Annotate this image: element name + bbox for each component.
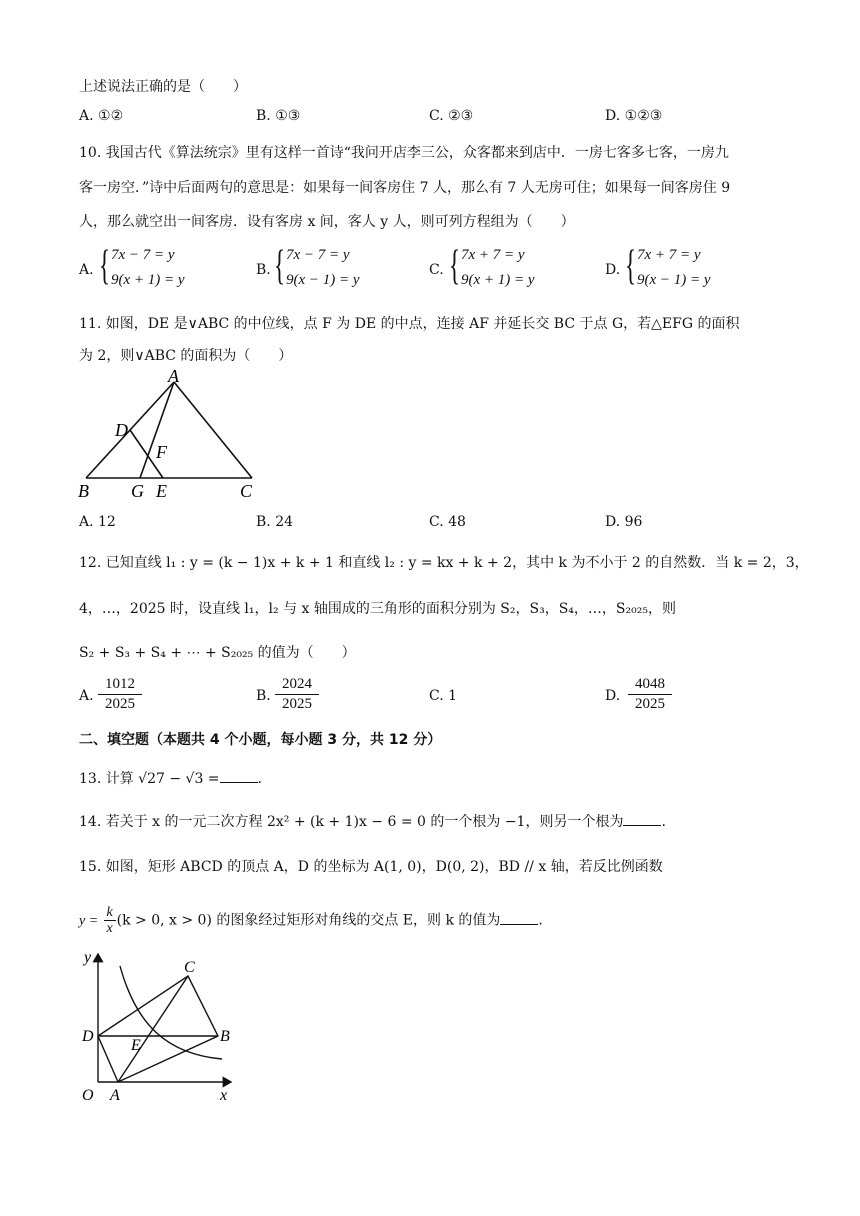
q12-option-c[interactable]: [429, 688, 457, 704]
option-label: A.: [79, 108, 99, 124]
option-label: C.: [429, 514, 449, 530]
fraction-bar: [275, 694, 319, 695]
q11-option-a[interactable]: [79, 514, 116, 530]
q12-stem-line3: S₂ + S₃ + S₄ + ⋯ + S₂₀₂₅ 的值为（ ）: [79, 645, 356, 661]
q15-stem-line2: [79, 905, 543, 936]
q15-coordinate-figure: [76, 944, 244, 1104]
function-condition: (k > 0, x > 0) 的图象经过矩形对角线的交点 E，则 k 的值为: [116, 912, 501, 929]
label-d: D: [115, 420, 128, 440]
line-ag: [140, 382, 174, 478]
label-b: B: [220, 1028, 230, 1045]
q9-option-d[interactable]: [605, 108, 662, 124]
answer-blank[interactable]: [220, 768, 258, 783]
q14: [79, 811, 666, 831]
option-label: B.: [256, 108, 276, 124]
q12-option-a-label[interactable]: A.: [79, 688, 94, 704]
option-text: 24: [275, 514, 294, 530]
label-a: A: [110, 1087, 120, 1104]
function-lhs: y =: [79, 913, 99, 929]
q10-stem-line3: 人，那么就空出一间客房．设有客房 x 间，客人 y 人，则可列方程组为（ ）: [79, 214, 575, 230]
q12-option-b-label[interactable]: B.: [256, 688, 271, 704]
equation-1: 7x − 7 = y: [111, 247, 175, 263]
label-x: x: [220, 1087, 228, 1104]
q11-stem-line2: 为 2，则∨ABC 的面积为（ ）: [79, 348, 293, 364]
option-text: 12: [98, 514, 116, 530]
label-f: F: [156, 442, 167, 462]
q15-stem-line1: 15. 如图，矩形 ABCD 的顶点 A，D 的坐标为 A(1, 0)，D(0, 2)，BD // x 轴，若反比例函数: [79, 859, 663, 875]
q11-option-d[interactable]: [605, 514, 642, 530]
numerator: 4048: [635, 676, 665, 692]
equation-2: 9(x + 1) = y: [111, 272, 185, 288]
option-text: ②③: [448, 108, 474, 124]
label-c: C: [184, 959, 195, 976]
answer-blank[interactable]: [500, 910, 538, 925]
q11-option-c[interactable]: [429, 514, 466, 530]
label-e: E: [156, 481, 167, 501]
option-label: B.: [256, 514, 276, 530]
label-y: y: [84, 949, 92, 966]
option-text: 1: [448, 688, 458, 704]
q13-end: .: [257, 771, 262, 787]
equation-1: 7x − 7 = y: [286, 247, 350, 263]
q10-option-b-label[interactable]: B.: [256, 262, 271, 278]
option-text: ①③: [275, 108, 301, 124]
label-a: A: [168, 370, 179, 386]
q11-stem-line1: 11. 如图，DE 是∨ABC 的中位线，点 F 为 DE 的中点，连接 AF 并延长交 BC 于点 G，若△EFG 的面积: [79, 316, 740, 332]
fraction-bar: [98, 694, 142, 695]
q12-option-b-fraction: [275, 676, 319, 713]
rectangle-abcd: [98, 976, 218, 1082]
q12-option-d-fraction: [628, 676, 672, 713]
q12-option-a-fraction: [98, 676, 142, 713]
section-heading: 二、填空题（本题共 4 个小题，每小题 3 分，共 12 分）: [79, 732, 442, 748]
numerator: 2024: [282, 676, 312, 692]
q10-option-d-label[interactable]: D.: [605, 262, 621, 278]
q10-stem-line1: 10. 我国古代《算法统宗》里有这样一首诗“我问开店李三公，众客都来到店中．一房七客多七客，一房九: [79, 145, 729, 161]
equation-2: 9(x − 1) = y: [286, 272, 360, 288]
q12-stem-line2: 4，…，2025 时，设直线 l₁，l₂ 与 x 轴围成的三角形的面积分别为 S₂，S₃，S₄，…，S₂₀₂₅，则: [79, 601, 676, 617]
q10-option-a-label[interactable]: A.: [79, 262, 94, 278]
option-label: C.: [429, 108, 449, 124]
denominator: x: [106, 921, 113, 936]
label-e: E: [131, 1037, 141, 1054]
option-text: 48: [448, 514, 466, 530]
q12-option-d-label[interactable]: D.: [605, 688, 621, 704]
q10-option-c-label[interactable]: C.: [429, 262, 444, 278]
side-ac: [174, 382, 252, 478]
numerator: 1012: [105, 676, 135, 692]
numerator: k: [106, 905, 113, 920]
brace-icon: {: [274, 243, 286, 289]
q10-stem-line2: 客一房空．”诗中后面两句的意思是：如果每一间客房住 7 人，那么有 7 人无房可住；如果每一间客房住 9: [79, 180, 731, 196]
q14-end: .: [661, 814, 666, 830]
denominator: 2025: [635, 696, 665, 712]
equation-2: 9(x + 1) = y: [461, 272, 535, 288]
q12-stem-line1: 12. 已知直线 l₁ : y = (k − 1)x + k + 1 和直线 l₂ : y = kx + k + 2，其中 k 为不小于 2 的自然数．当 k = 2，3，: [79, 555, 809, 571]
equation-1: 7x + 7 = y: [461, 247, 525, 263]
equation-2: 9(x − 1) = y: [637, 272, 711, 288]
option-text: 96: [624, 514, 643, 530]
q9-stem-tail: 上述说法正确的是（ ）: [79, 79, 247, 95]
fraction-bar: [628, 694, 672, 695]
label-b: B: [78, 481, 89, 501]
option-text: ①②③: [624, 108, 663, 124]
label-g: G: [131, 481, 144, 501]
brace-icon: {: [99, 243, 111, 289]
q13: [79, 768, 262, 788]
option-text: ①②: [98, 108, 124, 124]
option-label: C.: [429, 688, 449, 704]
option-label: A.: [79, 514, 99, 530]
answer-blank[interactable]: [623, 811, 661, 826]
label-d: D: [82, 1028, 94, 1045]
label-c: C: [240, 481, 253, 501]
q13-stem: 13. 计算 √27 − √3 =: [79, 771, 220, 787]
option-label: D.: [605, 108, 625, 124]
q15-end: .: [538, 912, 543, 929]
q11-triangle-figure: [76, 370, 266, 505]
function-fraction: [104, 905, 116, 936]
q9-option-a[interactable]: [79, 108, 123, 124]
q11-option-b[interactable]: [256, 514, 293, 530]
label-o: O: [82, 1087, 94, 1104]
denominator: 2025: [105, 696, 135, 712]
option-label: D.: [605, 514, 625, 530]
q9-option-b[interactable]: [256, 108, 300, 124]
equation-1: 7x + 7 = y: [637, 247, 701, 263]
q9-option-c[interactable]: [429, 108, 473, 124]
brace-icon: {: [625, 243, 637, 289]
q14-stem: 14. 若关于 x 的一元二次方程 2x² + (k + 1)x − 6 = 0 的一个根为 −1，则另一个根为: [79, 814, 624, 830]
denominator: 2025: [282, 696, 312, 712]
brace-icon: {: [449, 243, 461, 289]
